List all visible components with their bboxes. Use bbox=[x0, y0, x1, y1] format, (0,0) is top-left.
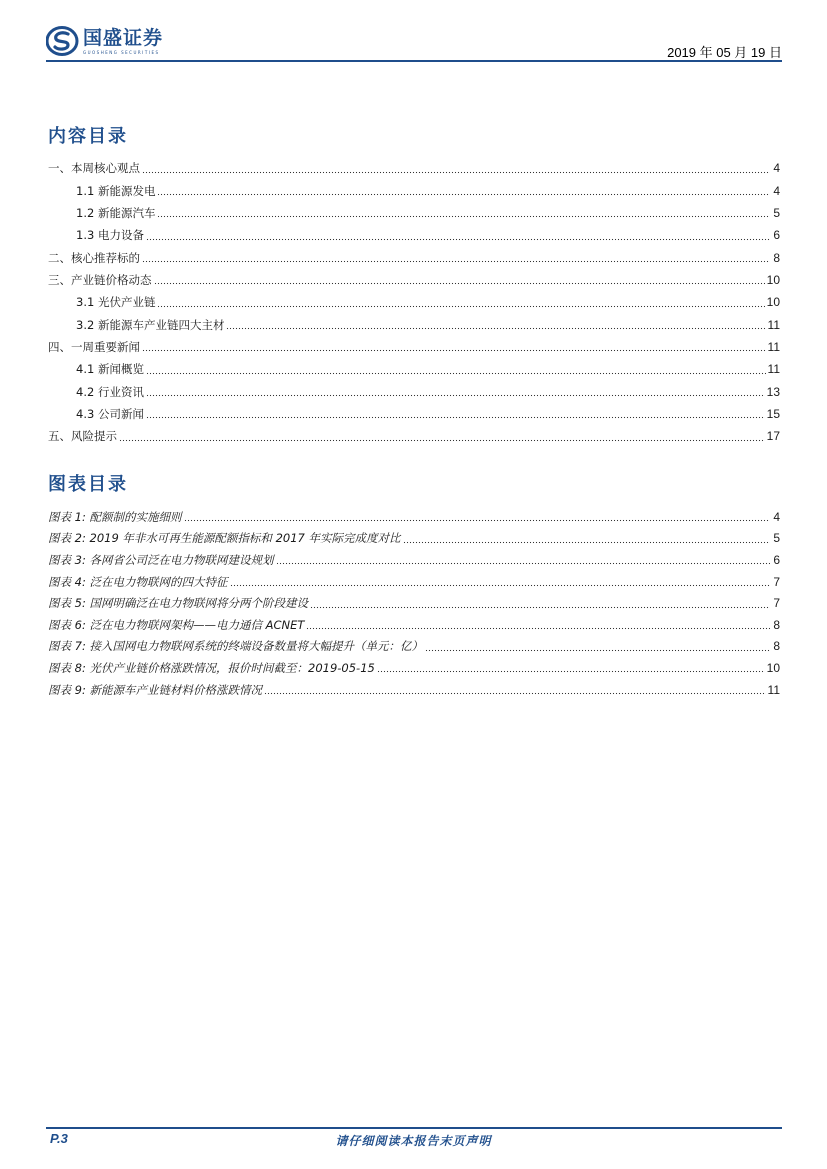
toc-entry[interactable] bbox=[48, 403, 780, 425]
entry-label: 图表 6: 泛在电力物联网架构——电力通信 ACNET bbox=[48, 617, 305, 632]
toc-entry[interactable] bbox=[48, 269, 780, 291]
dot-leader bbox=[157, 207, 770, 218]
entry-page-number: 17 bbox=[766, 429, 780, 444]
dot-leader bbox=[146, 230, 770, 241]
dot-leader bbox=[276, 554, 771, 565]
entry-page-number: 11 bbox=[767, 682, 780, 697]
entry-label: 3.2 新能源车产业链四大主材 bbox=[76, 317, 225, 332]
toc-entry[interactable] bbox=[48, 224, 780, 246]
company-logo bbox=[46, 26, 163, 56]
toc-entry[interactable] bbox=[48, 157, 780, 179]
dot-leader bbox=[306, 619, 770, 630]
entry-label: 图表 7: 接入国网电力物联网系统的终端设备数量将大幅提升（单元：亿） bbox=[48, 639, 423, 654]
toc-entry[interactable] bbox=[48, 179, 780, 201]
dot-leader bbox=[146, 386, 765, 397]
dot-leader bbox=[184, 511, 770, 522]
entry-label: 图表 2: 2019 年非水可再生能源配额指标和 2017 年实际完成度对比 bbox=[48, 531, 401, 546]
figure-entry[interactable] bbox=[48, 657, 780, 679]
dot-leader bbox=[142, 163, 770, 174]
table-of-contents bbox=[48, 157, 780, 447]
dot-leader bbox=[157, 297, 764, 308]
entry-label: 1.1 新能源发电 bbox=[76, 183, 156, 198]
entry-label: 4.2 行业资讯 bbox=[76, 384, 144, 399]
entry-label: 五、风险提示 bbox=[48, 429, 117, 444]
figure-entry[interactable] bbox=[48, 614, 780, 636]
entry-label: 三、产业链价格动态 bbox=[48, 272, 152, 287]
guosheng-logo-icon bbox=[46, 26, 80, 56]
figures-list bbox=[48, 506, 780, 700]
entry-label: 图表 9: 新能源车产业链材料价格涨跌情况 bbox=[48, 682, 263, 697]
figure-entry[interactable] bbox=[48, 679, 780, 701]
entry-page-number: 7 bbox=[773, 596, 780, 611]
figure-entry[interactable] bbox=[48, 592, 780, 614]
entry-label: 四、一周重要新闻 bbox=[48, 339, 140, 354]
toc-entry[interactable] bbox=[48, 202, 780, 224]
entry-page-number: 8 bbox=[773, 250, 780, 265]
entry-label: 图表 3: 各网省公司泛在电力物联网建设规划 bbox=[48, 552, 274, 567]
entry-page-number: 7 bbox=[773, 574, 780, 589]
page-number: P.3 bbox=[50, 1131, 68, 1146]
toc-title: 内容目录 bbox=[48, 126, 128, 147]
entry-page-number: 6 bbox=[773, 552, 780, 567]
toc-entry[interactable] bbox=[48, 246, 780, 268]
entry-page-number: 10 bbox=[766, 660, 780, 675]
entry-page-number: 4 bbox=[773, 509, 780, 524]
toc-entry[interactable] bbox=[48, 313, 780, 335]
entry-label: 1.2 新能源汽车 bbox=[76, 205, 156, 220]
logo-text: 国盛证券 bbox=[83, 27, 164, 49]
entry-page-number: 11 bbox=[767, 339, 780, 354]
entry-page-number: 5 bbox=[773, 205, 780, 220]
entry-page-number: 5 bbox=[773, 531, 780, 546]
dot-leader bbox=[154, 274, 765, 285]
entry-label: 1.3 电力设备 bbox=[76, 228, 144, 243]
entry-page-number: 8 bbox=[773, 617, 780, 632]
entry-label: 图表 8: 光伏产业链价格涨跌情况，报价时间截至：2019-05-15 bbox=[48, 660, 375, 675]
header-divider bbox=[46, 60, 782, 62]
entry-page-number: 11 bbox=[767, 317, 780, 332]
figure-entry[interactable] bbox=[48, 549, 780, 571]
dot-leader bbox=[377, 662, 765, 673]
figures-title: 图表目录 bbox=[48, 474, 128, 495]
toc-entry[interactable] bbox=[48, 425, 780, 447]
entry-page-number: 6 bbox=[773, 228, 780, 243]
dot-leader bbox=[142, 341, 766, 352]
dot-leader bbox=[264, 684, 766, 695]
toc-entry[interactable] bbox=[48, 336, 780, 358]
entry-label: 4.1 新闻概览 bbox=[76, 362, 144, 377]
figure-entry[interactable] bbox=[48, 528, 780, 550]
entry-page-number: 10 bbox=[766, 295, 780, 310]
entry-page-number: 4 bbox=[773, 183, 780, 198]
dot-leader bbox=[119, 431, 765, 442]
dot-leader bbox=[157, 185, 770, 196]
figure-entry[interactable] bbox=[48, 506, 780, 528]
entry-label: 3.1 光伏产业链 bbox=[76, 295, 156, 310]
logo-subtext: GUOSHENG SECURITIES bbox=[83, 50, 160, 55]
entry-label: 二、核心推荐标的 bbox=[48, 250, 140, 265]
dot-leader bbox=[310, 598, 770, 609]
footer-divider bbox=[46, 1127, 782, 1129]
figure-entry[interactable] bbox=[48, 571, 780, 593]
toc-entry[interactable] bbox=[48, 358, 780, 380]
dot-leader bbox=[142, 252, 770, 263]
entry-page-number: 10 bbox=[766, 272, 780, 287]
entry-page-number: 13 bbox=[766, 384, 780, 399]
entry-label: 图表 5: 国网明确泛在电力物联网将分两个阶段建设 bbox=[48, 596, 308, 611]
dot-leader bbox=[403, 533, 771, 544]
dot-leader bbox=[230, 576, 770, 587]
entry-page-number: 4 bbox=[773, 161, 780, 176]
figure-entry[interactable] bbox=[48, 636, 780, 658]
dot-leader bbox=[146, 364, 766, 375]
dot-leader bbox=[146, 408, 765, 419]
entry-page-number: 8 bbox=[773, 639, 780, 654]
toc-entry[interactable] bbox=[48, 291, 780, 313]
footer-disclaimer: 请仔细阅读本报告末页声明 bbox=[335, 1134, 492, 1148]
entry-label: 一、本周核心观点 bbox=[48, 161, 140, 176]
dot-leader bbox=[425, 641, 770, 652]
entry-label: 4.3 公司新闻 bbox=[76, 406, 144, 421]
entry-page-number: 15 bbox=[766, 406, 780, 421]
page-header bbox=[46, 26, 782, 62]
entry-label: 图表 1: 配额制的实施细则 bbox=[48, 509, 182, 524]
report-date: 2019 年 05 月 19 日 bbox=[667, 45, 782, 60]
toc-entry[interactable] bbox=[48, 380, 780, 402]
entry-label: 图表 4: 泛在电力物联网的四大特征 bbox=[48, 574, 228, 589]
entry-page-number: 11 bbox=[767, 362, 780, 377]
dot-leader bbox=[226, 319, 765, 330]
